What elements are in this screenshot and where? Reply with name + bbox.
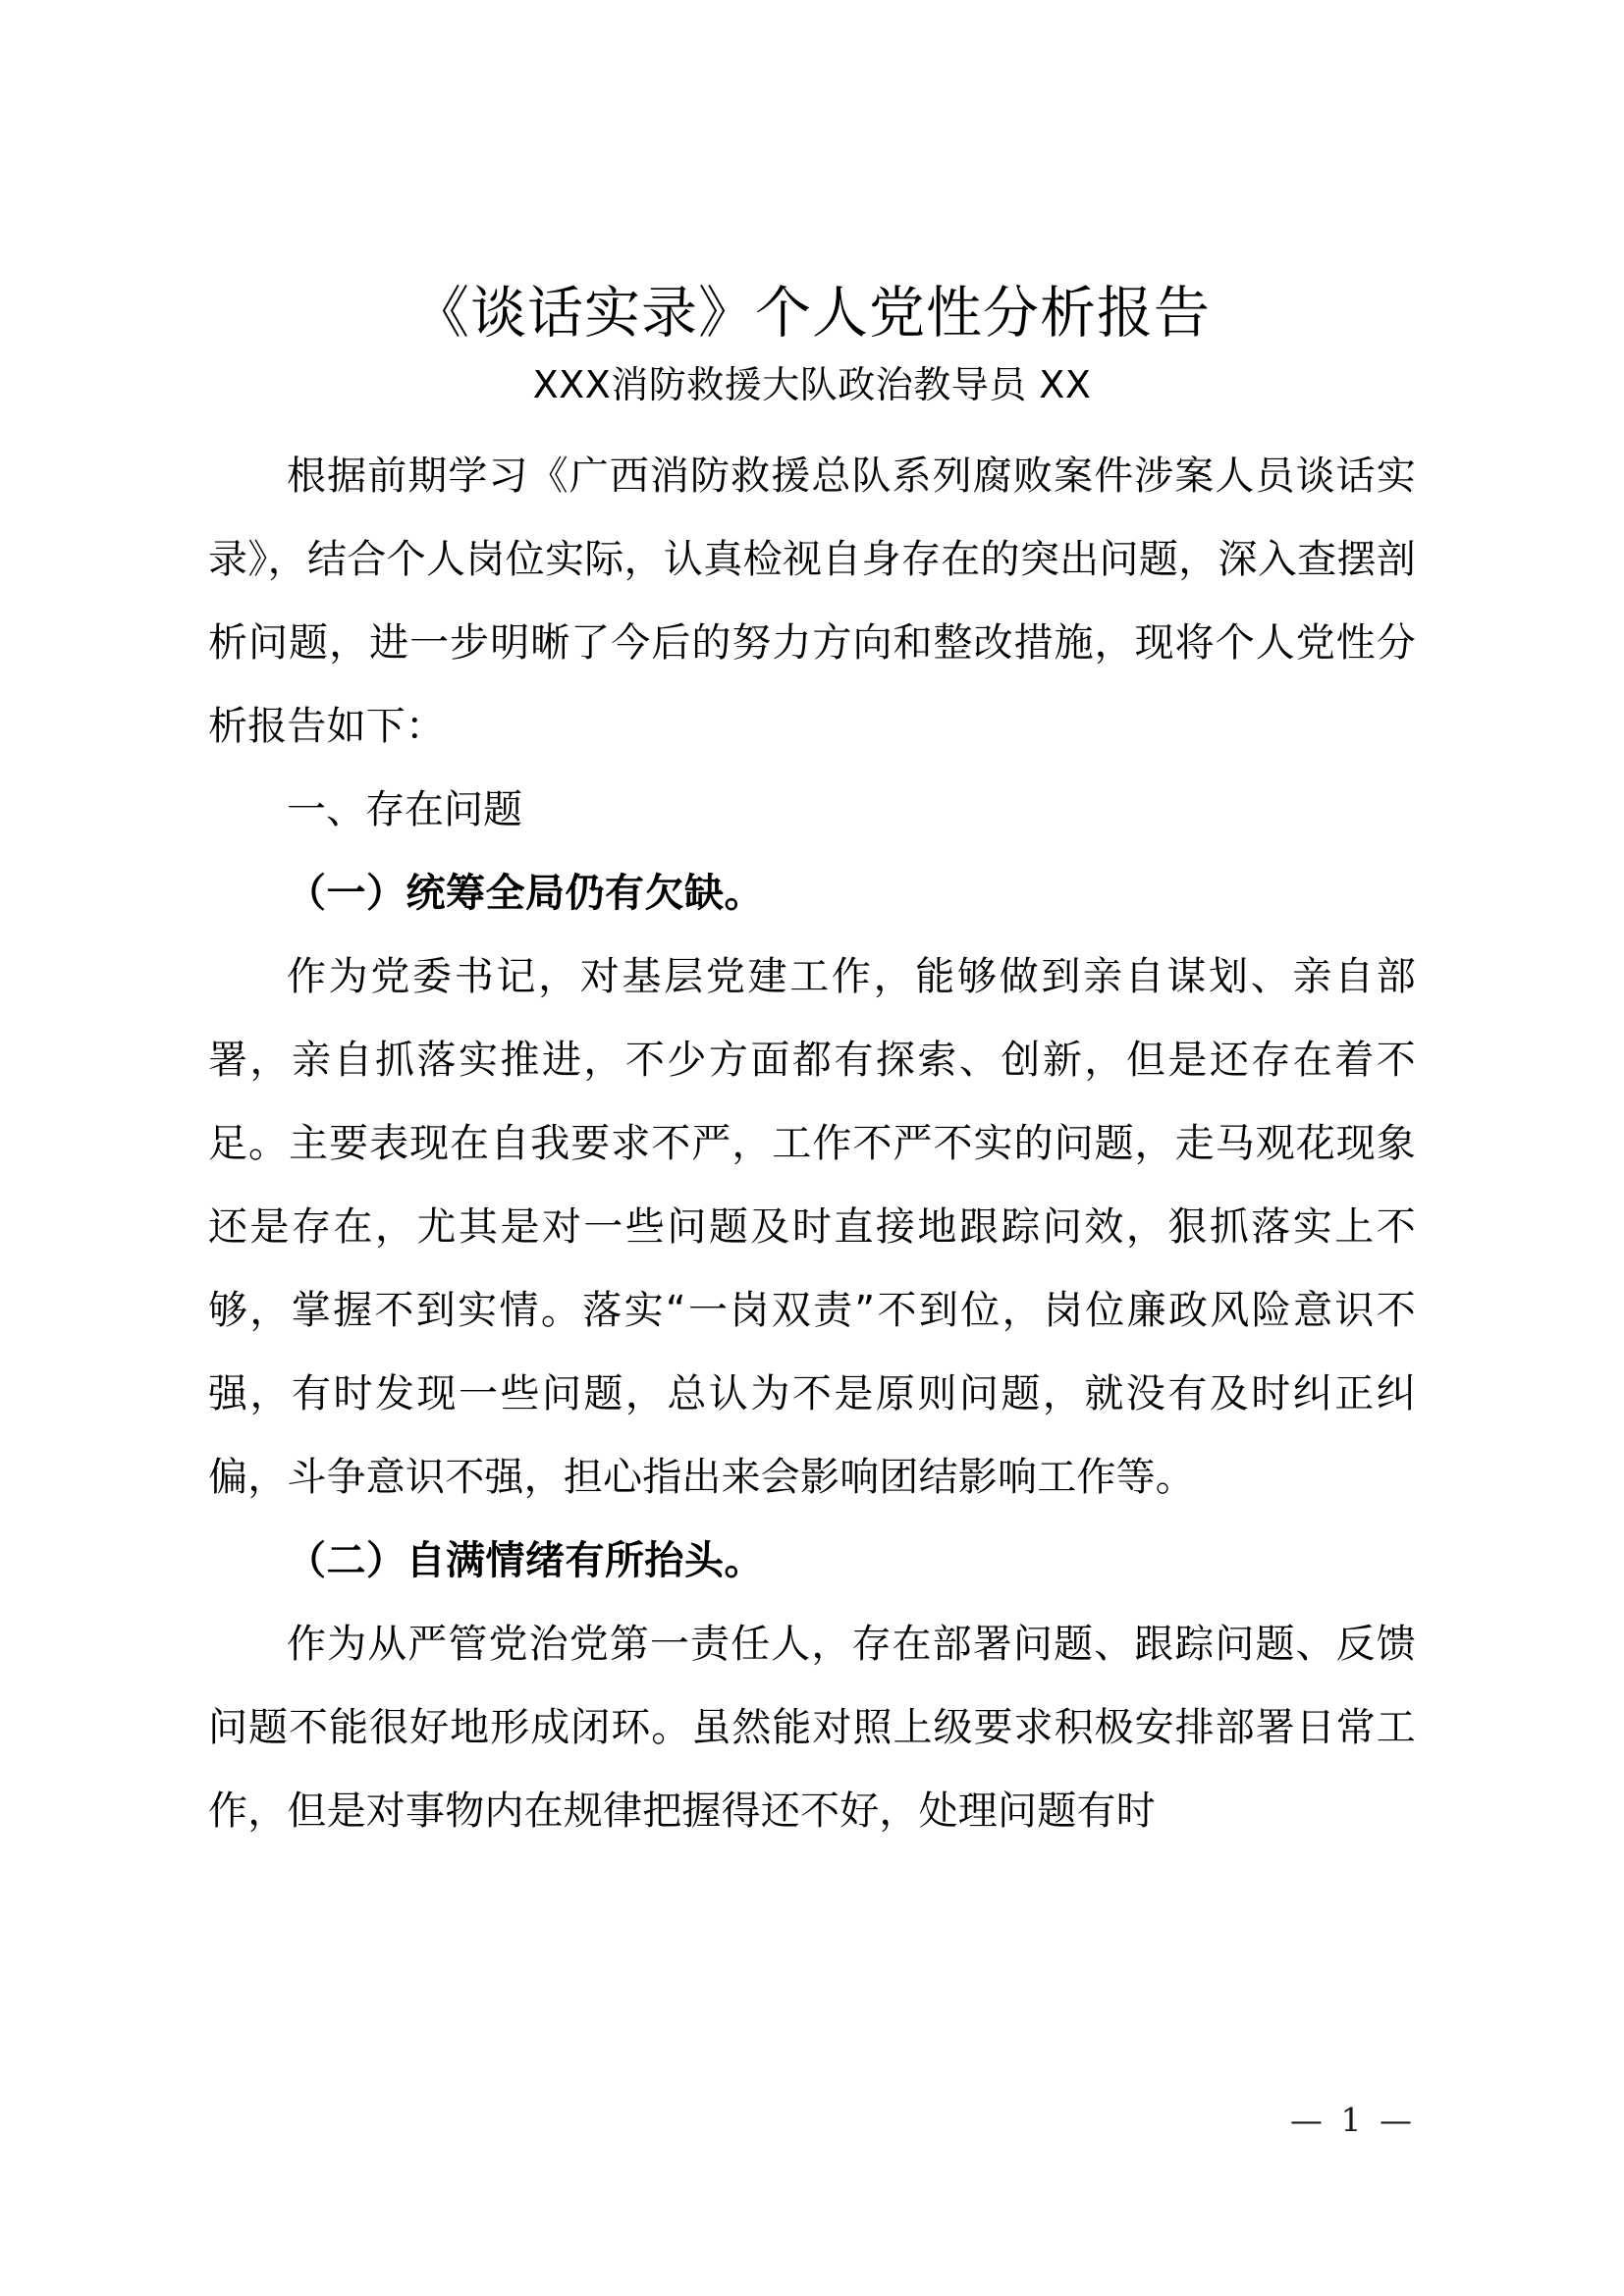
page-number: — 1 — — [1290, 2101, 1416, 2139]
page-title: 《谈话实录》个人党性分析报告 — [413, 281, 1211, 346]
subsection-one-body: 作为党委书记，对基层党建工作，能够做到亲自谋划、亲自部署，亲自抓落实推进，不少方面都有探索、创新，但是还存在着不足。主要表现在自我要求不严，工作不严不实的问题，走马观花现象还是存在，尤其是对一些问题及时直接地跟踪问效，狠抓落实上不够，掌握不到实情。落实“一岗双责”不到位，岗位廉政风险意识不强，有时发现一些问题，总认为不是原则问题，就没有及时纠正纠偏，斗争意识不强，担心指出来会影响团结影响工作等。 — [208, 953, 1416, 1500]
section-heading-one: 一、存在问题 — [287, 786, 522, 832]
subsection-heading-one: （一）统筹全局仍有欠缺。 — [287, 870, 764, 916]
intro-paragraph: 根据前期学习《广西消防救援总队系列腐败案件涉案人员谈话实录》，结合个人岗位实际，认真检视自身存在的突出问题，深入查摆剖析问题，进一步明晰了今后的努力方向和整改措施，现将个人党性分析报告如下： — [208, 453, 1416, 749]
page-content — [208, 0, 1416, 1853]
document-subtitle: XXX消防救援大队政治教导员 XX — [532, 363, 1092, 407]
subsection-two-body: 作为从严管党治党第一责任人，存在部署问题、跟踪问题、反馈问题不能很好地形成闭环。虽然能对照上级要求积极安排部署日常工作，但是对事物内在规律把握得还不好，处理问题有时 — [208, 1621, 1416, 1834]
subsection-heading-two: （二）自满情绪有所抬头。 — [287, 1537, 764, 1583]
